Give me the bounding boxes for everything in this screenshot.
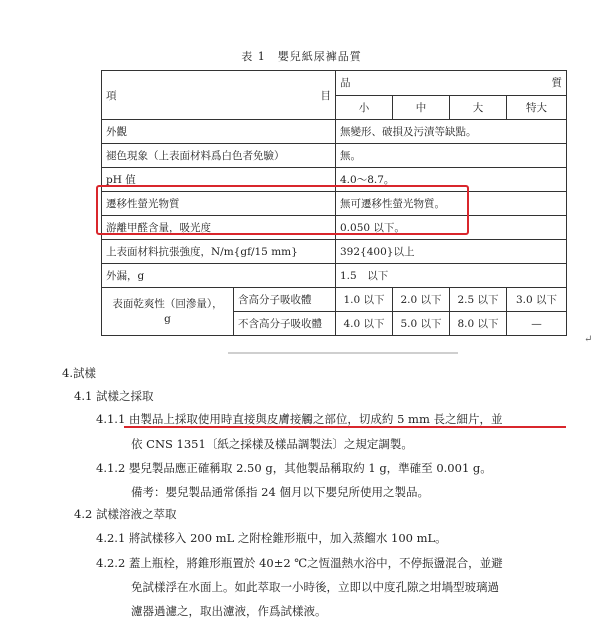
header-quality-label: 品 (340, 77, 351, 90)
header-quality-suffix: 質 (551, 77, 562, 90)
row-value: 無可遷移性螢光物質。 (336, 192, 567, 216)
row-value: 無。 (336, 144, 567, 168)
without-sap-value-large: 8.0 以下 (450, 312, 507, 336)
section-4-1-2-line1: 4.1.2 嬰兒製品應正確稱取 2.50 g，其他製品稱取約 1 g，準確至 0.001 g。 (96, 461, 492, 475)
dryness-unit: g (164, 312, 171, 325)
section-4-2-2-line3: 濾器過濾之，取出濾液，作爲試樣液。 (131, 604, 327, 618)
with-sap-label: 含高分子吸收體 (234, 288, 336, 312)
size-header-xlarge: 特大 (507, 95, 567, 120)
row-value: 0.050 以下。 (336, 216, 567, 240)
section-4-2-1: 4.2.1 將試樣移入 200 mL 之附栓錐形瓶中，加入蒸餾水 100 mL。 (96, 531, 447, 545)
row-value: 4.0～8.7。 (336, 168, 567, 192)
header-item-cell (102, 71, 336, 120)
section-4-heading: 4.試樣 (62, 366, 96, 380)
table-title: 表 1 嬰兒紙尿褲品質 (241, 50, 362, 63)
row-label: 褪色現象（上表面材料爲白色者免驗） (102, 144, 336, 168)
row-label: pH 值 (102, 168, 336, 192)
size-header-small: 小 (336, 95, 393, 120)
size-header-large: 大 (450, 95, 507, 120)
section-4-2-heading: 4.2 試樣溶液之萃取 (74, 507, 177, 521)
row-value: 無變形、破損及污漬等缺點。 (336, 120, 567, 144)
without-sap-label: 不含高分子吸收體 (234, 312, 336, 336)
highlight-box (96, 185, 469, 235)
row-label: 游離甲醛含量，吸光度 (102, 216, 336, 240)
section-4-2-2-line2: 免試樣浮在水面上。如此萃取一小時後，立即以中度孔隙之坩堝型玻璃過 (131, 580, 499, 594)
header-item-suffix: 目 (320, 89, 331, 102)
table-row (102, 288, 567, 312)
red-underline (124, 426, 566, 428)
section-4-2-2-line1: 4.2.2 蓋上瓶栓，將錐形瓶置於 40±2 ℃之恆溫熱水浴中，不停振盪混合，並避 (96, 556, 503, 570)
section-4-1-1-line1: 4.1.1 由製品上採取使用時直接與皮膚接觸之部位，切成約 5 mm 長之細片，並 (96, 412, 503, 426)
size-header-medium: 中 (393, 95, 450, 120)
row-value: 1.5 以下 (336, 264, 567, 288)
section-4-1-2-note: 備考：嬰兒製品通常係指 24 個月以下嬰兒所使用之製品。 (131, 485, 429, 499)
row-label: 外觀 (102, 120, 336, 144)
header-item-label: 項 (106, 89, 117, 102)
with-sap-value-small: 1.0 以下 (336, 288, 393, 312)
dryness-label-cell (102, 288, 234, 336)
dryness-label: 表面乾爽性（回滲量）， (112, 297, 223, 310)
header-quality-cell (336, 71, 567, 96)
row-value: 392{400}以上 (336, 240, 567, 264)
without-sap-value-small: 4.0 以下 (336, 312, 393, 336)
row-label: 遷移性螢光物質 (102, 192, 336, 216)
without-sap-value-xlarge: — (507, 312, 567, 336)
section-4-1-heading: 4.1 試樣之採取 (74, 389, 154, 403)
paragraph-return-icon: ↵ (584, 334, 593, 345)
row-label: 上表面材料抗張強度，N/m{gf/15 mm} (102, 240, 336, 264)
row-label: 外漏，g (102, 264, 336, 288)
with-sap-value-large: 2.5 以下 (450, 288, 507, 312)
with-sap-value-medium: 2.0 以下 (393, 288, 450, 312)
with-sap-value-xlarge: 3.0 以下 (507, 288, 567, 312)
table-row (102, 144, 567, 168)
section-4-1-1-line2: 依 CNS 1351〔紙之採樣及樣品調製法〕之規定調製。 (131, 437, 413, 451)
without-sap-value-medium: 5.0 以下 (393, 312, 450, 336)
table-row (102, 120, 567, 144)
table-row (102, 240, 567, 264)
scan-artifact (228, 352, 458, 354)
table-row (102, 264, 567, 288)
